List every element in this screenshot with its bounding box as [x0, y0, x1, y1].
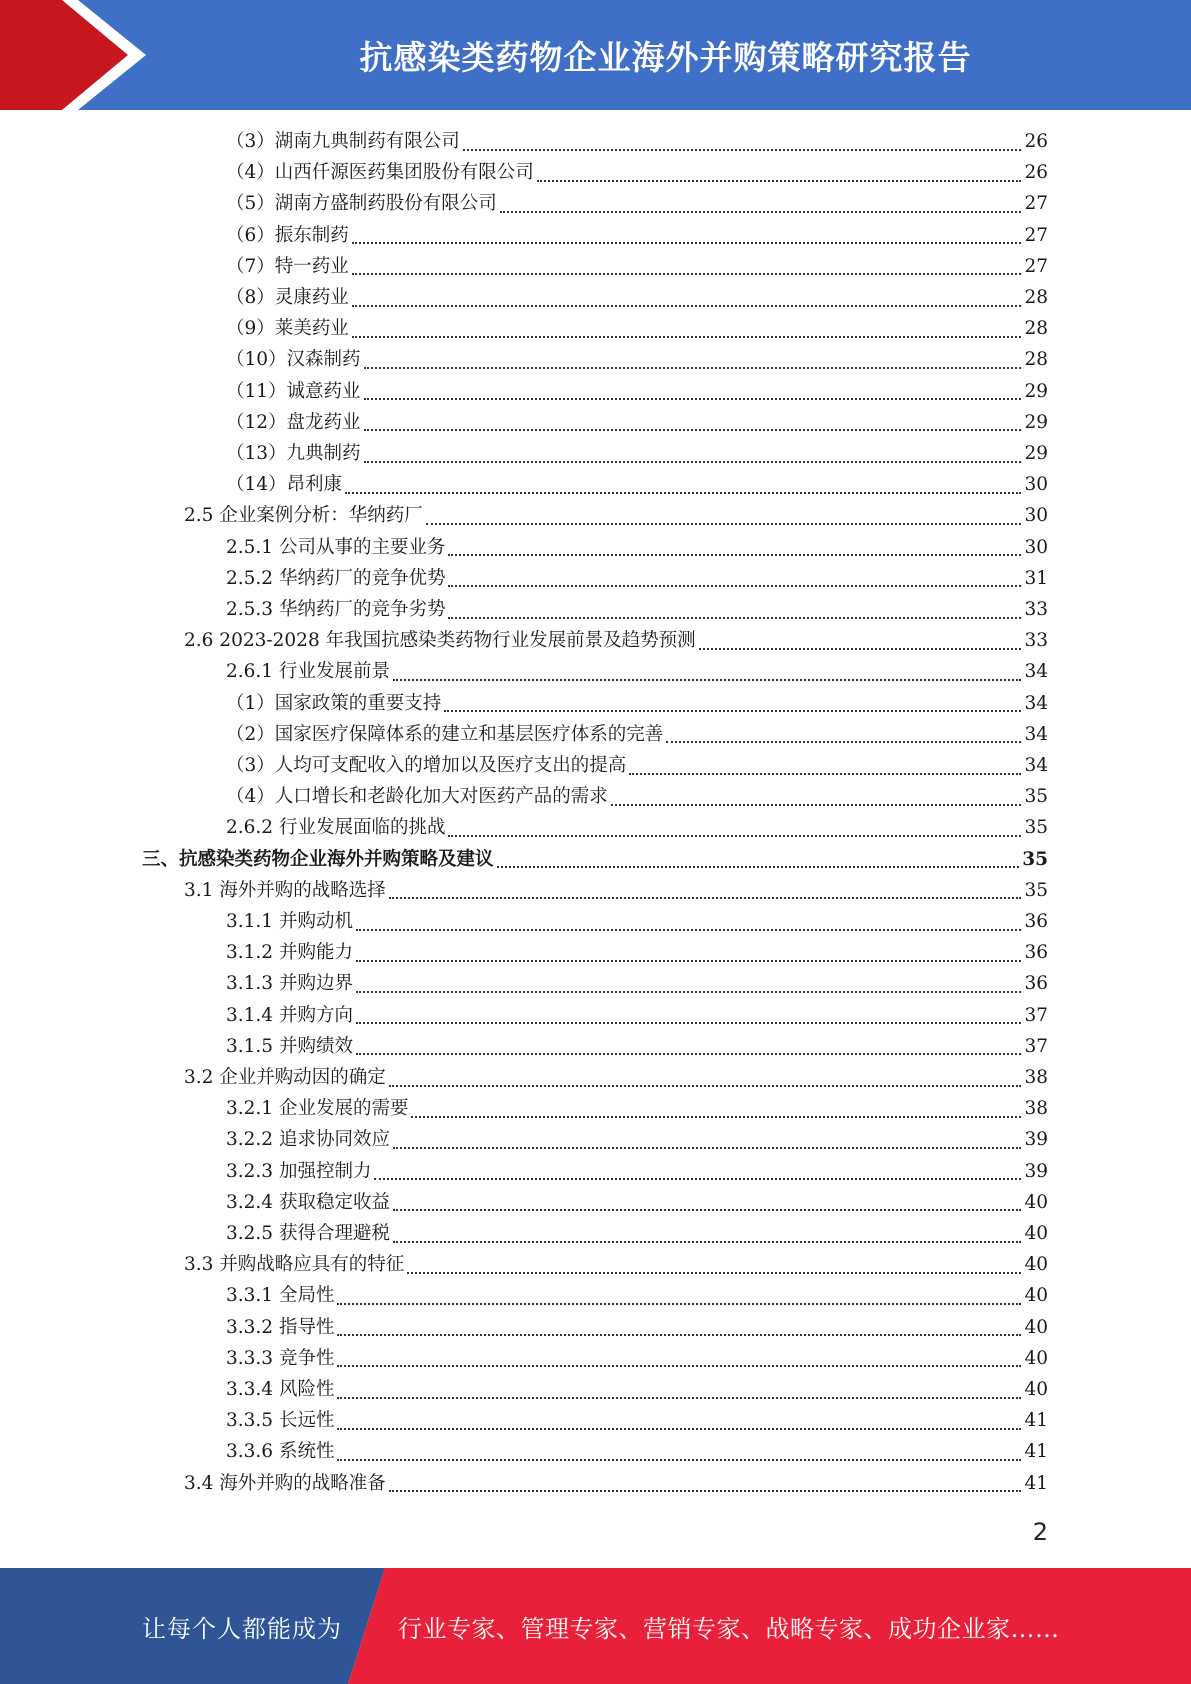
- toc-entry-page: 40: [1024, 1191, 1048, 1213]
- toc-entry[interactable]: [226, 344, 1048, 375]
- toc-entry-page: 40: [1024, 1347, 1048, 1369]
- toc-dot-leader: [699, 648, 1022, 650]
- toc-dot-leader: [337, 1459, 1021, 1461]
- toc-entry-title: （7）特一药业: [226, 255, 349, 277]
- toc-entry[interactable]: [226, 812, 1048, 843]
- toc-entry-page: 40: [1024, 1254, 1048, 1276]
- toc-entry-title: （5）湖南方盛制药股份有限公司: [226, 193, 497, 215]
- toc-entry-title: 3.2.2 追求协同效应: [226, 1129, 390, 1151]
- toc-entry-title: 3.4 海外并购的战略准备: [184, 1472, 386, 1494]
- toc-entry[interactable]: [226, 438, 1048, 469]
- toc-dot-leader: [497, 866, 1020, 868]
- toc-entry[interactable]: [226, 126, 1048, 157]
- toc-dot-leader: [389, 1085, 1022, 1087]
- toc-entry-page: 29: [1024, 380, 1048, 402]
- toc-entry[interactable]: [226, 220, 1048, 251]
- toc-entry-title: 3.3 并购战略应具有的特征: [184, 1254, 405, 1276]
- toc-dot-leader: [389, 1490, 1022, 1492]
- toc-entry[interactable]: [226, 1436, 1048, 1467]
- toc-dot-leader: [345, 492, 1021, 494]
- toc-dot-leader: [393, 1209, 1021, 1211]
- toc-entry-title: 2.6 2023-2028 年我国抗感染类药物行业发展前景及趋势预测: [184, 630, 696, 652]
- toc-dot-leader: [448, 617, 1021, 619]
- toc-entry-page: 30: [1024, 536, 1048, 558]
- toc-entry-title: （12）盘龙药业: [226, 411, 361, 433]
- toc-dot-leader: [337, 1397, 1021, 1399]
- toc-entry-page: 30: [1024, 474, 1048, 496]
- footer-slogan-left: 让每个人都能成为: [142, 1614, 342, 1643]
- toc-entry-page: 29: [1024, 411, 1048, 433]
- toc-dot-leader: [448, 835, 1021, 837]
- toc-entry[interactable]: [226, 1374, 1048, 1405]
- toc-entry-title: 三、抗感染类药物企业海外并购策略及建议: [142, 848, 494, 870]
- toc-entry-page: 34: [1024, 692, 1048, 714]
- toc-entry-page: 28: [1024, 287, 1048, 308]
- toc-dot-leader: [448, 554, 1021, 556]
- toc-entry-page: 37: [1024, 1035, 1048, 1057]
- toc-dot-leader: [356, 929, 1022, 931]
- toc-entry-title: 3.1.1 并购动机: [226, 911, 353, 932]
- toc-entry-page: 35: [1024, 817, 1048, 839]
- toc-entry-title: （9）莱美药业: [226, 318, 349, 340]
- toc-entry-page: 35: [1024, 786, 1048, 808]
- toc-entry-title: 2.5 企业案例分析：华纳药厂: [184, 505, 423, 527]
- toc-entry-page: 40: [1024, 1316, 1048, 1338]
- footer-slogan-right: 行业专家、管理专家、营销专家、战略专家、成功企业家……: [398, 1614, 1060, 1643]
- toc-dot-leader: [393, 1147, 1021, 1149]
- toc-entry[interactable]: [226, 781, 1048, 812]
- toc-entry-title: （3）湖南九典制药有限公司: [226, 131, 460, 152]
- toc-entry-title: 3.3.3 竞争性: [226, 1347, 335, 1369]
- toc-entry-page: 26: [1024, 131, 1048, 152]
- toc-dot-leader: [337, 1428, 1021, 1430]
- toc-entry[interactable]: [184, 500, 1048, 531]
- toc-entry[interactable]: [226, 1343, 1048, 1374]
- toc-entry[interactable]: [226, 1156, 1048, 1187]
- report-header: [0, 0, 1191, 110]
- toc-entry[interactable]: [226, 313, 1048, 344]
- toc-dot-leader: [337, 1303, 1021, 1305]
- toc-dot-leader: [393, 679, 1021, 681]
- toc-dot-leader: [356, 1022, 1022, 1024]
- toc-dot-leader: [356, 960, 1022, 962]
- toc-entry-title: 3.3.1 全局性: [226, 1285, 335, 1307]
- toc-entry-page: 39: [1024, 1160, 1048, 1182]
- toc-entry-title: 3.1 海外并购的战略选择: [184, 879, 386, 901]
- toc-entry[interactable]: [184, 875, 1048, 906]
- toc-entry[interactable]: [226, 968, 1048, 999]
- toc-entry-title: 3.2 企业并购动因的确定: [184, 1067, 386, 1088]
- toc-entry-page: 33: [1024, 630, 1048, 652]
- toc-entry-page: 34: [1024, 755, 1048, 776]
- toc-entry-page: 27: [1024, 255, 1048, 277]
- toc-entry-title: （11）诚意药业: [226, 380, 361, 402]
- toc-entry-title: 3.2.4 获取稳定收益: [226, 1191, 390, 1213]
- toc-entry-title: 2.6.2 行业发展面临的挑战: [226, 817, 446, 839]
- toc-entry-page: 34: [1024, 661, 1048, 683]
- toc-entry-page: 36: [1024, 973, 1048, 995]
- toc-entry-title: 3.3.6 系统性: [226, 1441, 335, 1463]
- toc-entry[interactable]: [226, 251, 1048, 282]
- toc-dot-leader: [611, 804, 1022, 806]
- toc-dot-leader: [426, 523, 1022, 525]
- toc-entry-page: 31: [1024, 567, 1048, 589]
- toc-entry[interactable]: [226, 188, 1048, 219]
- toc-entry-page: 40: [1024, 1379, 1048, 1400]
- toc-dot-leader: [389, 897, 1022, 899]
- toc-entry-page: 28: [1024, 318, 1048, 340]
- toc-entry[interactable]: [226, 594, 1048, 625]
- toc-entry-title: （13）九典制药: [226, 443, 361, 464]
- toc-entry-title: 2.5.1 公司从事的主要业务: [226, 536, 446, 558]
- toc-entry-title: 3.1.5 并购绩效: [226, 1035, 353, 1057]
- toc-entry-title: 3.1.2 并购能力: [226, 942, 353, 964]
- toc-entry-title: 3.3.4 风险性: [226, 1379, 335, 1400]
- toc-dot-leader: [352, 242, 1022, 244]
- toc-dot-leader: [444, 710, 1021, 712]
- report-title: 抗感染类药物企业海外并购策略研究报告: [359, 37, 972, 77]
- toc-entry[interactable]: [226, 1031, 1048, 1062]
- toc-entry-title: 3.1.3 并购边界: [226, 973, 353, 995]
- toc-entry[interactable]: [226, 1124, 1048, 1155]
- toc-dot-leader: [407, 1272, 1021, 1274]
- toc-entry-title: （6）振东制药: [226, 224, 349, 246]
- toc-entry[interactable]: [184, 1468, 1048, 1499]
- toc-entry-title: （14）昂利康: [226, 474, 343, 496]
- toc-entry[interactable]: [226, 1218, 1048, 1249]
- toc-dot-leader: [537, 180, 1022, 182]
- toc-entry[interactable]: [226, 407, 1048, 438]
- toc-entry[interactable]: [226, 937, 1048, 968]
- toc-entry-page: 34: [1024, 723, 1048, 745]
- toc-entry-title: 3.1.4 并购方向: [226, 1004, 353, 1026]
- toc-entry-page: 35: [1024, 879, 1048, 901]
- toc-dot-leader: [411, 1116, 1021, 1118]
- toc-entry[interactable]: [184, 1062, 1048, 1093]
- toc-entry-page: 35: [1022, 848, 1048, 870]
- toc-entry[interactable]: [226, 906, 1048, 937]
- toc-dot-leader: [374, 1178, 1021, 1180]
- toc-dot-leader: [500, 211, 1022, 213]
- toc-entry-title: 3.2.5 获得合理避税: [226, 1223, 390, 1244]
- toc-entry-title: （10）汉森制药: [226, 349, 361, 371]
- toc-entry-title: （1）国家政策的重要支持: [226, 692, 442, 714]
- toc-dot-leader: [364, 429, 1022, 431]
- toc-entry[interactable]: [226, 469, 1048, 500]
- toc-entry-page: 40: [1024, 1223, 1048, 1244]
- toc-entry-page: 39: [1024, 1129, 1048, 1151]
- toc-entry-title: 2.6.1 行业发展前景: [226, 661, 390, 683]
- toc-entry-title: 3.2.3 加强控制力: [226, 1160, 372, 1182]
- toc-entry[interactable]: [226, 532, 1048, 563]
- toc-dot-leader: [364, 367, 1022, 369]
- toc-entry[interactable]: [226, 563, 1048, 594]
- toc-entry-title: （4）山西仟源医药集团股份有限公司: [226, 162, 534, 184]
- toc-entry-page: 26: [1024, 162, 1048, 184]
- toc-entry[interactable]: [226, 656, 1048, 687]
- toc-entry-page: 40: [1024, 1285, 1048, 1307]
- toc-entry-title: 3.2.1 企业发展的需要: [226, 1098, 409, 1120]
- toc-entry-page: 36: [1024, 942, 1048, 964]
- toc-dot-leader: [463, 149, 1022, 151]
- toc-dot-leader: [352, 273, 1022, 275]
- toc-entry-page: 41: [1024, 1472, 1048, 1494]
- toc-entry-page: 36: [1024, 911, 1048, 932]
- toc-dot-leader: [364, 398, 1022, 400]
- toc-entry[interactable]: [226, 282, 1048, 313]
- toc-dot-leader: [352, 305, 1022, 307]
- toc-entry-page: 29: [1024, 443, 1048, 464]
- toc-dot-leader: [629, 773, 1021, 775]
- toc-dot-leader: [337, 1365, 1021, 1367]
- toc-entry[interactable]: [142, 844, 1048, 875]
- toc-entry-title: 2.5.2 华纳药厂的竞争优势: [226, 567, 446, 589]
- toc-entry[interactable]: [226, 1093, 1048, 1124]
- header-arrow-decoration: [0, 0, 160, 110]
- toc-entry-page: 41: [1024, 1410, 1048, 1432]
- toc-entry[interactable]: [226, 1312, 1048, 1343]
- toc-entry[interactable]: [226, 1000, 1048, 1031]
- toc-entry-title: 2.5.3 华纳药厂的竞争劣势: [226, 599, 446, 620]
- toc-entry-page: 38: [1024, 1067, 1048, 1088]
- toc-entry[interactable]: [226, 1187, 1048, 1218]
- toc-dot-leader: [337, 1334, 1021, 1336]
- toc-entry[interactable]: [226, 376, 1048, 407]
- toc-entry-title: 3.3.5 长远性: [226, 1410, 335, 1432]
- toc-dot-leader: [352, 336, 1022, 338]
- toc-entry[interactable]: [184, 1249, 1048, 1280]
- toc-entry-title: （8）灵康药业: [226, 287, 349, 308]
- toc-entry[interactable]: [226, 719, 1048, 750]
- toc-entry[interactable]: [226, 1405, 1048, 1436]
- toc-dot-leader: [364, 461, 1022, 463]
- toc-entry[interactable]: [184, 625, 1048, 656]
- toc-entry-page: 37: [1024, 1004, 1048, 1026]
- toc-entry-title: （4）人口增长和老龄化加大对医药产品的需求: [226, 786, 608, 808]
- footer-banner: [0, 1568, 1191, 1684]
- page-number: 2: [1032, 1518, 1048, 1546]
- toc-dot-leader: [448, 585, 1021, 587]
- toc-entry-page: 27: [1024, 224, 1048, 246]
- toc-entry-page: 38: [1024, 1098, 1048, 1120]
- toc-entry-page: 28: [1024, 349, 1048, 371]
- toc-entry-page: 27: [1024, 193, 1048, 215]
- toc-dot-leader: [666, 741, 1021, 743]
- toc-dot-leader: [356, 991, 1022, 993]
- toc-dot-leader: [393, 1241, 1021, 1243]
- toc-entry-page: 41: [1024, 1441, 1048, 1463]
- toc-entry-page: 30: [1024, 505, 1048, 527]
- toc-entry[interactable]: [226, 1280, 1048, 1311]
- toc-dot-leader: [356, 1053, 1022, 1055]
- toc-entry-title: （3）人均可支配收入的增加以及医疗支出的提高: [226, 755, 627, 776]
- toc-entry-title: （2）国家医疗保障体系的建立和基层医疗体系的完善: [226, 723, 664, 745]
- toc-entry[interactable]: [226, 750, 1048, 781]
- toc-entry[interactable]: [226, 688, 1048, 719]
- toc-entry-title: 3.3.2 指导性: [226, 1316, 335, 1338]
- toc-entry[interactable]: [226, 157, 1048, 188]
- toc-entry-page: 33: [1024, 599, 1048, 620]
